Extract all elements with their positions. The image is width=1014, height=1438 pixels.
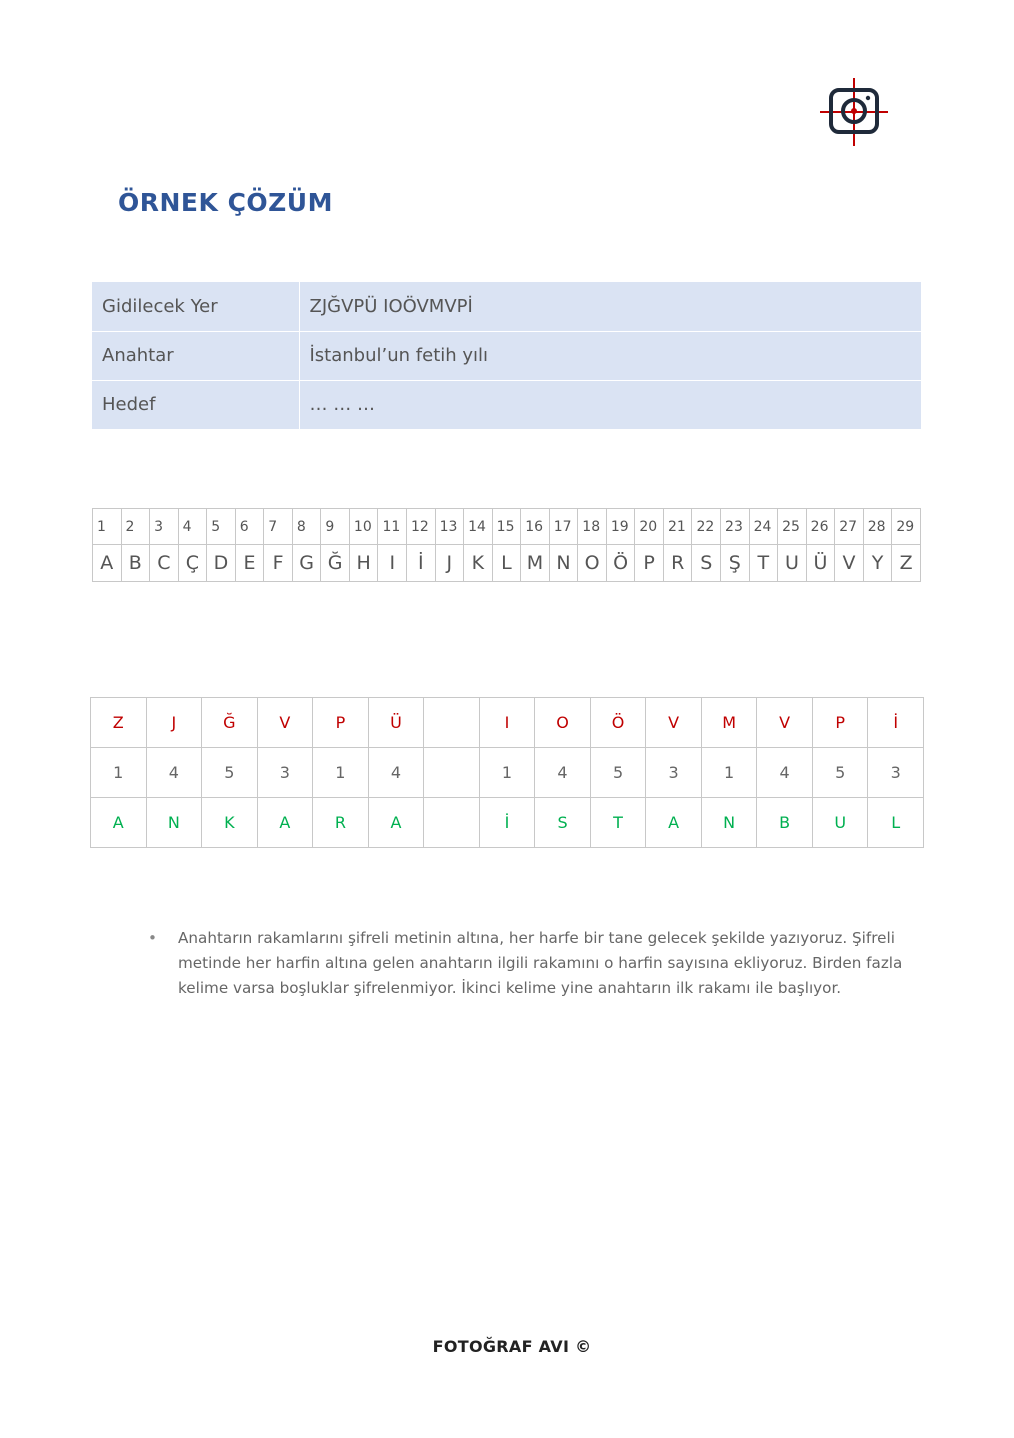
- alphabet-letter-cell: C: [150, 545, 179, 582]
- alphabet-letter-cell: K: [464, 545, 493, 582]
- info-value: İstanbul’un fetih yılı: [299, 331, 921, 380]
- alphabet-letter-cell: Ö: [606, 545, 635, 582]
- alphabet-table: [92, 508, 921, 582]
- camera-crosshair-icon: [818, 78, 890, 146]
- decrypted-letter-cell: A: [257, 798, 313, 848]
- alphabet-letter-cell: U: [778, 545, 807, 582]
- alphabet-letter-cell: P: [635, 545, 664, 582]
- alphabet-number-cell: 27: [835, 509, 864, 545]
- alphabet-letter-cell: E: [235, 545, 264, 582]
- alphabet-number-cell: 3: [150, 509, 179, 545]
- info-value: ZJĞVPÜ IOÖVMVPİ: [299, 282, 921, 331]
- encrypted-letter-cell: V: [757, 698, 813, 748]
- alphabet-number-cell: 4: [178, 509, 207, 545]
- decrypted-letter-cell: İ: [479, 798, 535, 848]
- encrypted-letter-cell: O: [535, 698, 591, 748]
- alphabet-number-cell: 22: [692, 509, 721, 545]
- alphabet-letter-cell: N: [549, 545, 578, 582]
- encrypted-letter-cell: Ü: [368, 698, 424, 748]
- alphabet-number-cell: 14: [464, 509, 493, 545]
- alphabet-letter-row: [93, 545, 921, 582]
- info-key: Hedef: [92, 380, 299, 429]
- decrypted-letter-cell: A: [646, 798, 702, 848]
- alphabet-number-cell: 29: [892, 509, 921, 545]
- decrypted-letter-cell: U: [812, 798, 868, 848]
- alphabet-number-row: [93, 509, 921, 545]
- decrypted-letter-cell: N: [146, 798, 202, 848]
- info-row: [92, 282, 921, 331]
- alphabet-letter-cell: Y: [863, 545, 892, 582]
- info-row: [92, 331, 921, 380]
- encrypted-letter-cell: P: [812, 698, 868, 748]
- alphabet-number-cell: 28: [863, 509, 892, 545]
- alphabet-letter-cell: L: [492, 545, 521, 582]
- info-table: [92, 282, 921, 430]
- alphabet-number-cell: 26: [806, 509, 835, 545]
- encrypted-letter-cell: J: [146, 698, 202, 748]
- encrypted-letter-cell: V: [257, 698, 313, 748]
- alphabet-number-cell: 20: [635, 509, 664, 545]
- decrypted-letter-cell: [424, 798, 480, 848]
- alphabet-letter-cell: Ü: [806, 545, 835, 582]
- alphabet-letter-cell: B: [121, 545, 150, 582]
- alphabet-letter-cell: O: [578, 545, 607, 582]
- key-digit-cell: 5: [590, 748, 646, 798]
- key-digit-cell: 3: [646, 748, 702, 798]
- alphabet-number-cell: 5: [207, 509, 236, 545]
- encrypted-letter-cell: M: [701, 698, 757, 748]
- explanation-text: Anahtarın rakamlarını şifreli metinin altına, her harfe bir tane gelecek şekilde yazıyoruz. Şifreli metinde her harfin altına gelen anahtarın ilgili rakamını o harfin sayısına ekliyoruz. Birden fazla kelime varsa boşluklar şifrelenmiyor. İkinci kelime yine anahtarın ilk rakamı ile başlıyor.: [178, 929, 903, 997]
- alphabet-number-cell: 10: [349, 509, 378, 545]
- decrypted-row: [91, 798, 924, 848]
- alphabet-letter-cell: I: [378, 545, 407, 582]
- info-key: Anahtar: [92, 331, 299, 380]
- alphabet-number-cell: 12: [407, 509, 436, 545]
- alphabet-number-cell: 15: [492, 509, 521, 545]
- alphabet-number-cell: 6: [235, 509, 264, 545]
- encrypted-letter-cell: İ: [868, 698, 924, 748]
- encrypted-letter-cell: V: [646, 698, 702, 748]
- key-digit-cell: 4: [146, 748, 202, 798]
- alphabet-letter-cell: G: [292, 545, 321, 582]
- alphabet-number-cell: 24: [749, 509, 778, 545]
- alphabet-number-cell: 11: [378, 509, 407, 545]
- alphabet-letter-cell: Ğ: [321, 545, 350, 582]
- alphabet-letter-cell: Z: [892, 545, 921, 582]
- alphabet-letter-cell: J: [435, 545, 464, 582]
- encrypted-row: [91, 698, 924, 748]
- key-digit-cell: 4: [535, 748, 591, 798]
- key-digit-cell: 4: [368, 748, 424, 798]
- cipher-table: [90, 697, 924, 848]
- alphabet-number-cell: 7: [264, 509, 293, 545]
- alphabet-letter-cell: T: [749, 545, 778, 582]
- key-digit-cell: 5: [202, 748, 258, 798]
- bullet-marker: •: [148, 929, 157, 947]
- key-digit-cell: 1: [701, 748, 757, 798]
- key-digit-cell: [424, 748, 480, 798]
- decrypted-letter-cell: N: [701, 798, 757, 848]
- key-digit-cell: 1: [479, 748, 535, 798]
- alphabet-letter-cell: Ç: [178, 545, 207, 582]
- decrypted-letter-cell: A: [368, 798, 424, 848]
- alphabet-letter-cell: M: [521, 545, 550, 582]
- key-digit-cell: 3: [257, 748, 313, 798]
- alphabet-letter-cell: V: [835, 545, 864, 582]
- alphabet-letter-cell: S: [692, 545, 721, 582]
- alphabet-letter-cell: F: [264, 545, 293, 582]
- alphabet-letter-cell: H: [349, 545, 378, 582]
- info-row: [92, 380, 921, 429]
- decrypted-letter-cell: T: [590, 798, 646, 848]
- alphabet-number-cell: 25: [778, 509, 807, 545]
- decrypted-letter-cell: B: [757, 798, 813, 848]
- alphabet-number-cell: 9: [321, 509, 350, 545]
- decrypted-letter-cell: R: [313, 798, 369, 848]
- decrypted-letter-cell: L: [868, 798, 924, 848]
- alphabet-letter-cell: A: [93, 545, 122, 582]
- info-key: Gidilecek Yer: [92, 282, 299, 331]
- alphabet-letter-cell: Ş: [721, 545, 750, 582]
- alphabet-number-cell: 21: [663, 509, 692, 545]
- alphabet-letter-cell: R: [663, 545, 692, 582]
- key-digit-cell: 4: [757, 748, 813, 798]
- alphabet-number-cell: 8: [292, 509, 321, 545]
- alphabet-number-cell: 16: [521, 509, 550, 545]
- alphabet-number-cell: 18: [578, 509, 607, 545]
- decrypted-letter-cell: S: [535, 798, 591, 848]
- alphabet-number-cell: 17: [549, 509, 578, 545]
- encrypted-letter-cell: Ğ: [202, 698, 258, 748]
- key-row: [91, 748, 924, 798]
- key-digit-cell: 3: [868, 748, 924, 798]
- footer-copyright: FOTOĞRAF AVI ©: [432, 1337, 592, 1356]
- alphabet-letter-cell: İ: [407, 545, 436, 582]
- alphabet-number-cell: 23: [721, 509, 750, 545]
- decrypted-letter-cell: K: [202, 798, 258, 848]
- encrypted-letter-cell: Ö: [590, 698, 646, 748]
- alphabet-number-cell: 19: [606, 509, 635, 545]
- encrypted-letter-cell: I: [479, 698, 535, 748]
- explanation-note: [148, 926, 908, 1001]
- info-value: … … …: [299, 380, 921, 429]
- alphabet-number-cell: 13: [435, 509, 464, 545]
- page-title: ÖRNEK ÇÖZÜM: [118, 188, 333, 217]
- alphabet-number-cell: 1: [93, 509, 122, 545]
- key-digit-cell: 1: [91, 748, 147, 798]
- alphabet-letter-cell: D: [207, 545, 236, 582]
- encrypted-letter-cell: Z: [91, 698, 147, 748]
- key-digit-cell: 1: [313, 748, 369, 798]
- encrypted-letter-cell: [424, 698, 480, 748]
- decrypted-letter-cell: A: [91, 798, 147, 848]
- alphabet-number-cell: 2: [121, 509, 150, 545]
- encrypted-letter-cell: P: [313, 698, 369, 748]
- key-digit-cell: 5: [812, 748, 868, 798]
